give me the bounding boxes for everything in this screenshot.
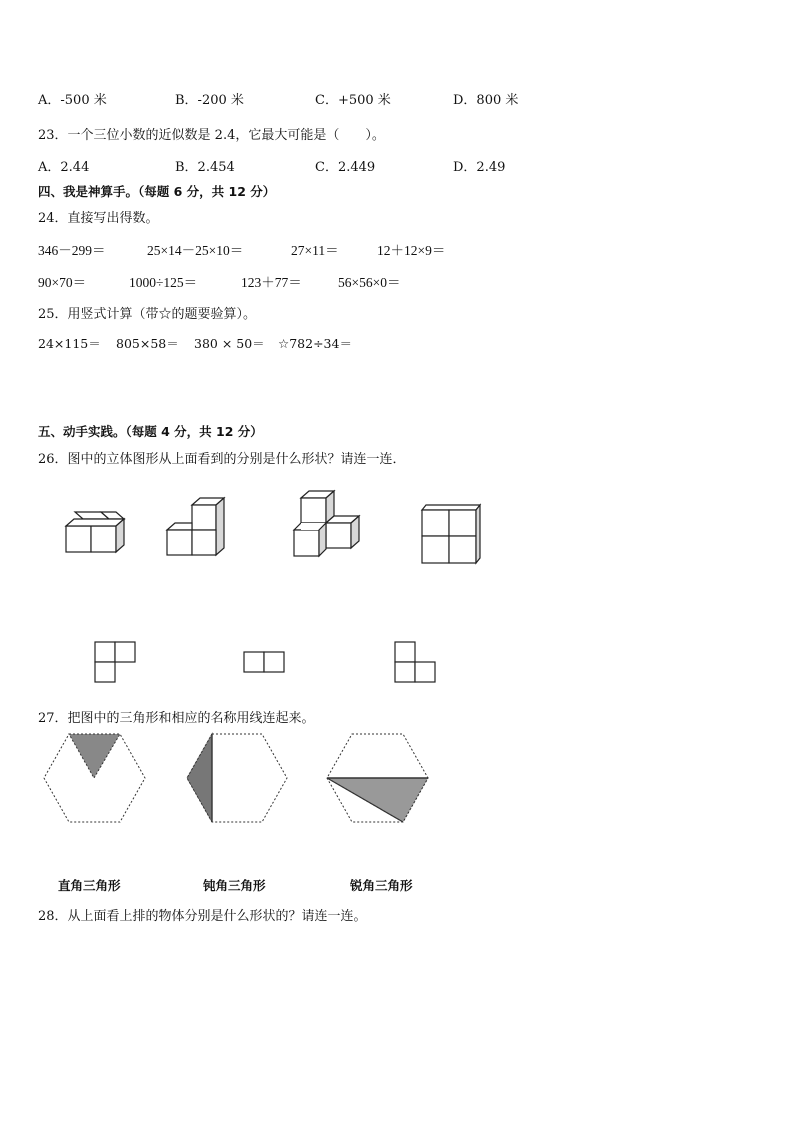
q24-r1-4: 12＋12×9＝ xyxy=(377,243,446,258)
section4-title: 四、我是神算手。（每题 6 分，共 12 分） xyxy=(38,184,276,199)
hexagon-2 xyxy=(187,734,287,822)
q24-r2-2: 1000÷125＝ xyxy=(129,275,198,290)
q27-label-acute: 锐角三角形 xyxy=(350,878,413,893)
q27-label-right: 直角三角形 xyxy=(58,878,121,893)
q23-option-a: A．2.44 xyxy=(38,160,90,175)
top-view-1 xyxy=(95,642,135,682)
q25-item-1: 24×115＝ xyxy=(38,336,101,351)
q24-r1-3: 27×11＝ xyxy=(291,243,339,258)
q22-option-a: A．-500 米 xyxy=(38,93,107,108)
q23-option-c: C．2.449 xyxy=(315,160,376,175)
q23-option-b: B．2.454 xyxy=(175,160,235,175)
cube-figure-1 xyxy=(66,512,124,552)
q27-stem: 27．把图中的三角形和相应的名称用线连起来。 xyxy=(38,711,315,726)
q25-item-3: 380 × 50＝ xyxy=(194,336,265,351)
q22-option-b: B．-200 米 xyxy=(175,93,244,108)
q24-stem: 24．直接写出得数。 xyxy=(38,211,159,226)
q24-r2-3: 123＋77＝ xyxy=(241,275,302,290)
top-view-3 xyxy=(395,642,435,682)
q27-figures xyxy=(44,734,428,822)
q28-stem: 28．从上面看上排的物体分别是什么形状的？请连一连。 xyxy=(38,909,367,924)
cube-figure-4 xyxy=(422,505,480,563)
q23-option-d: D．2.49 xyxy=(453,160,506,175)
q22-option-c: C．+500 米 xyxy=(315,93,391,108)
q23-stem: 23．一个三位小数的近似数是 2.4，它最大可能是（ ）。 xyxy=(38,128,385,143)
q25-stem: 25．用竖式计算（带☆的题要验算）。 xyxy=(38,307,257,322)
q26-stem: 26．图中的立体图形从上面看到的分别是什么形状？请连一连． xyxy=(38,452,406,467)
hexagon-3 xyxy=(327,734,428,822)
q24-r1-2: 25×14－25×10＝ xyxy=(147,243,244,258)
q24-r2-4: 56×56×0＝ xyxy=(338,275,401,290)
q25-item-2: 805×58＝ xyxy=(116,336,179,351)
hexagon-1 xyxy=(44,734,145,822)
q25-item-4: ☆782÷34＝ xyxy=(278,336,352,351)
cube-figure-3 xyxy=(294,491,359,556)
q24-r1-1: 346－299＝ xyxy=(38,243,106,258)
top-view-2 xyxy=(244,652,284,672)
cube-figure-2 xyxy=(167,498,224,555)
section5-title: 五、动手实践。（每题 4 分，共 12 分） xyxy=(38,424,263,439)
q22-option-d: D．800 米 xyxy=(453,93,519,108)
q24-r2-1: 90×70＝ xyxy=(38,275,87,290)
q27-label-obtuse: 钝角三角形 xyxy=(203,878,266,893)
